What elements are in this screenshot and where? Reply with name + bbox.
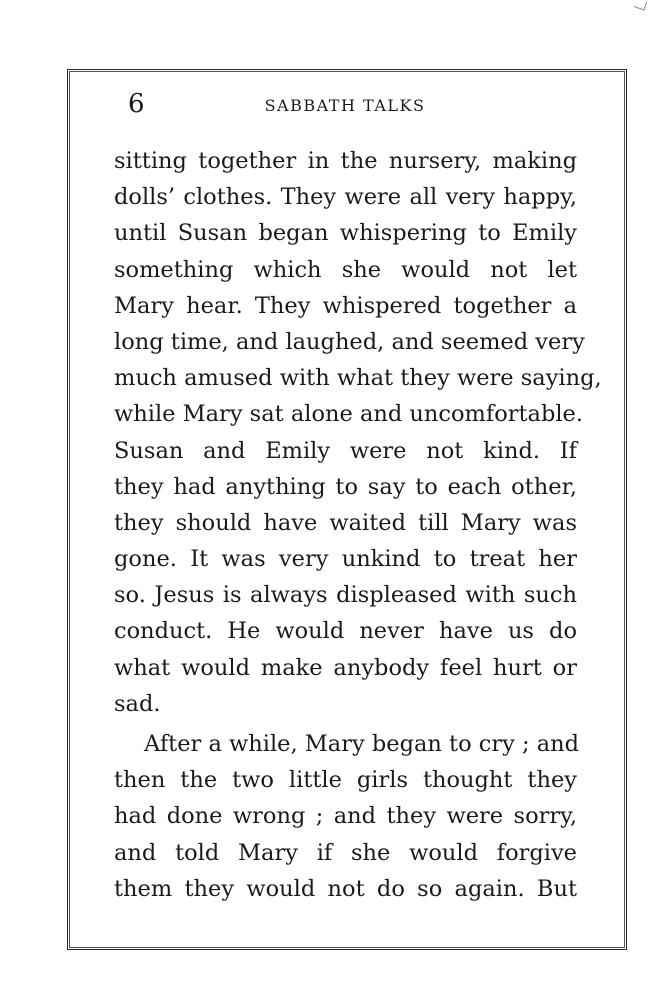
- corner-speck: [634, 0, 647, 11]
- body-text: [114, 143, 602, 907]
- text-line: conduct. He would never have us do: [114, 618, 577, 645]
- text-line: Susan and Emily were not kind. If: [114, 437, 577, 464]
- text-line: them they would not do so again. But: [114, 875, 577, 902]
- text-line: until Susan began whispering to Emily: [114, 220, 577, 247]
- text-line: while Mary sat alone and uncomfortable.: [114, 401, 584, 428]
- text-line: they should have waited till Mary was: [114, 509, 577, 536]
- text-line: they had anything to say to each other,: [114, 473, 577, 500]
- text-line: After a while, Mary began to cry ; and: [144, 731, 580, 757]
- text-line: had done wrong ; and they were sorry,: [114, 803, 577, 830]
- text-line: something which she would not let: [114, 256, 577, 283]
- running-title: SABBATH TALKS: [264, 96, 426, 115]
- text-line: so. Jesus is always displeased with such: [114, 582, 577, 609]
- text-line: sitting together in the nursery, making: [114, 148, 577, 174]
- text-line: long time, and laughed, and seemed very: [114, 328, 585, 355]
- text-line: what would make anybody feel hurt or: [114, 654, 577, 681]
- page-header: [110, 88, 580, 120]
- text-line: gone. It was very unkind to treat her: [114, 546, 577, 573]
- text-line: dolls’ clothes. They were all very happy,: [114, 184, 577, 211]
- text-line: much amused with what they were saying,: [114, 365, 602, 392]
- page-number: 6: [128, 89, 145, 119]
- text-line: then the two little girls thought they: [114, 767, 577, 794]
- text-line: and told Mary if she would forgive: [114, 839, 577, 866]
- text-line: sad.: [114, 690, 161, 717]
- text-line: Mary hear. They whispered together a: [114, 292, 577, 319]
